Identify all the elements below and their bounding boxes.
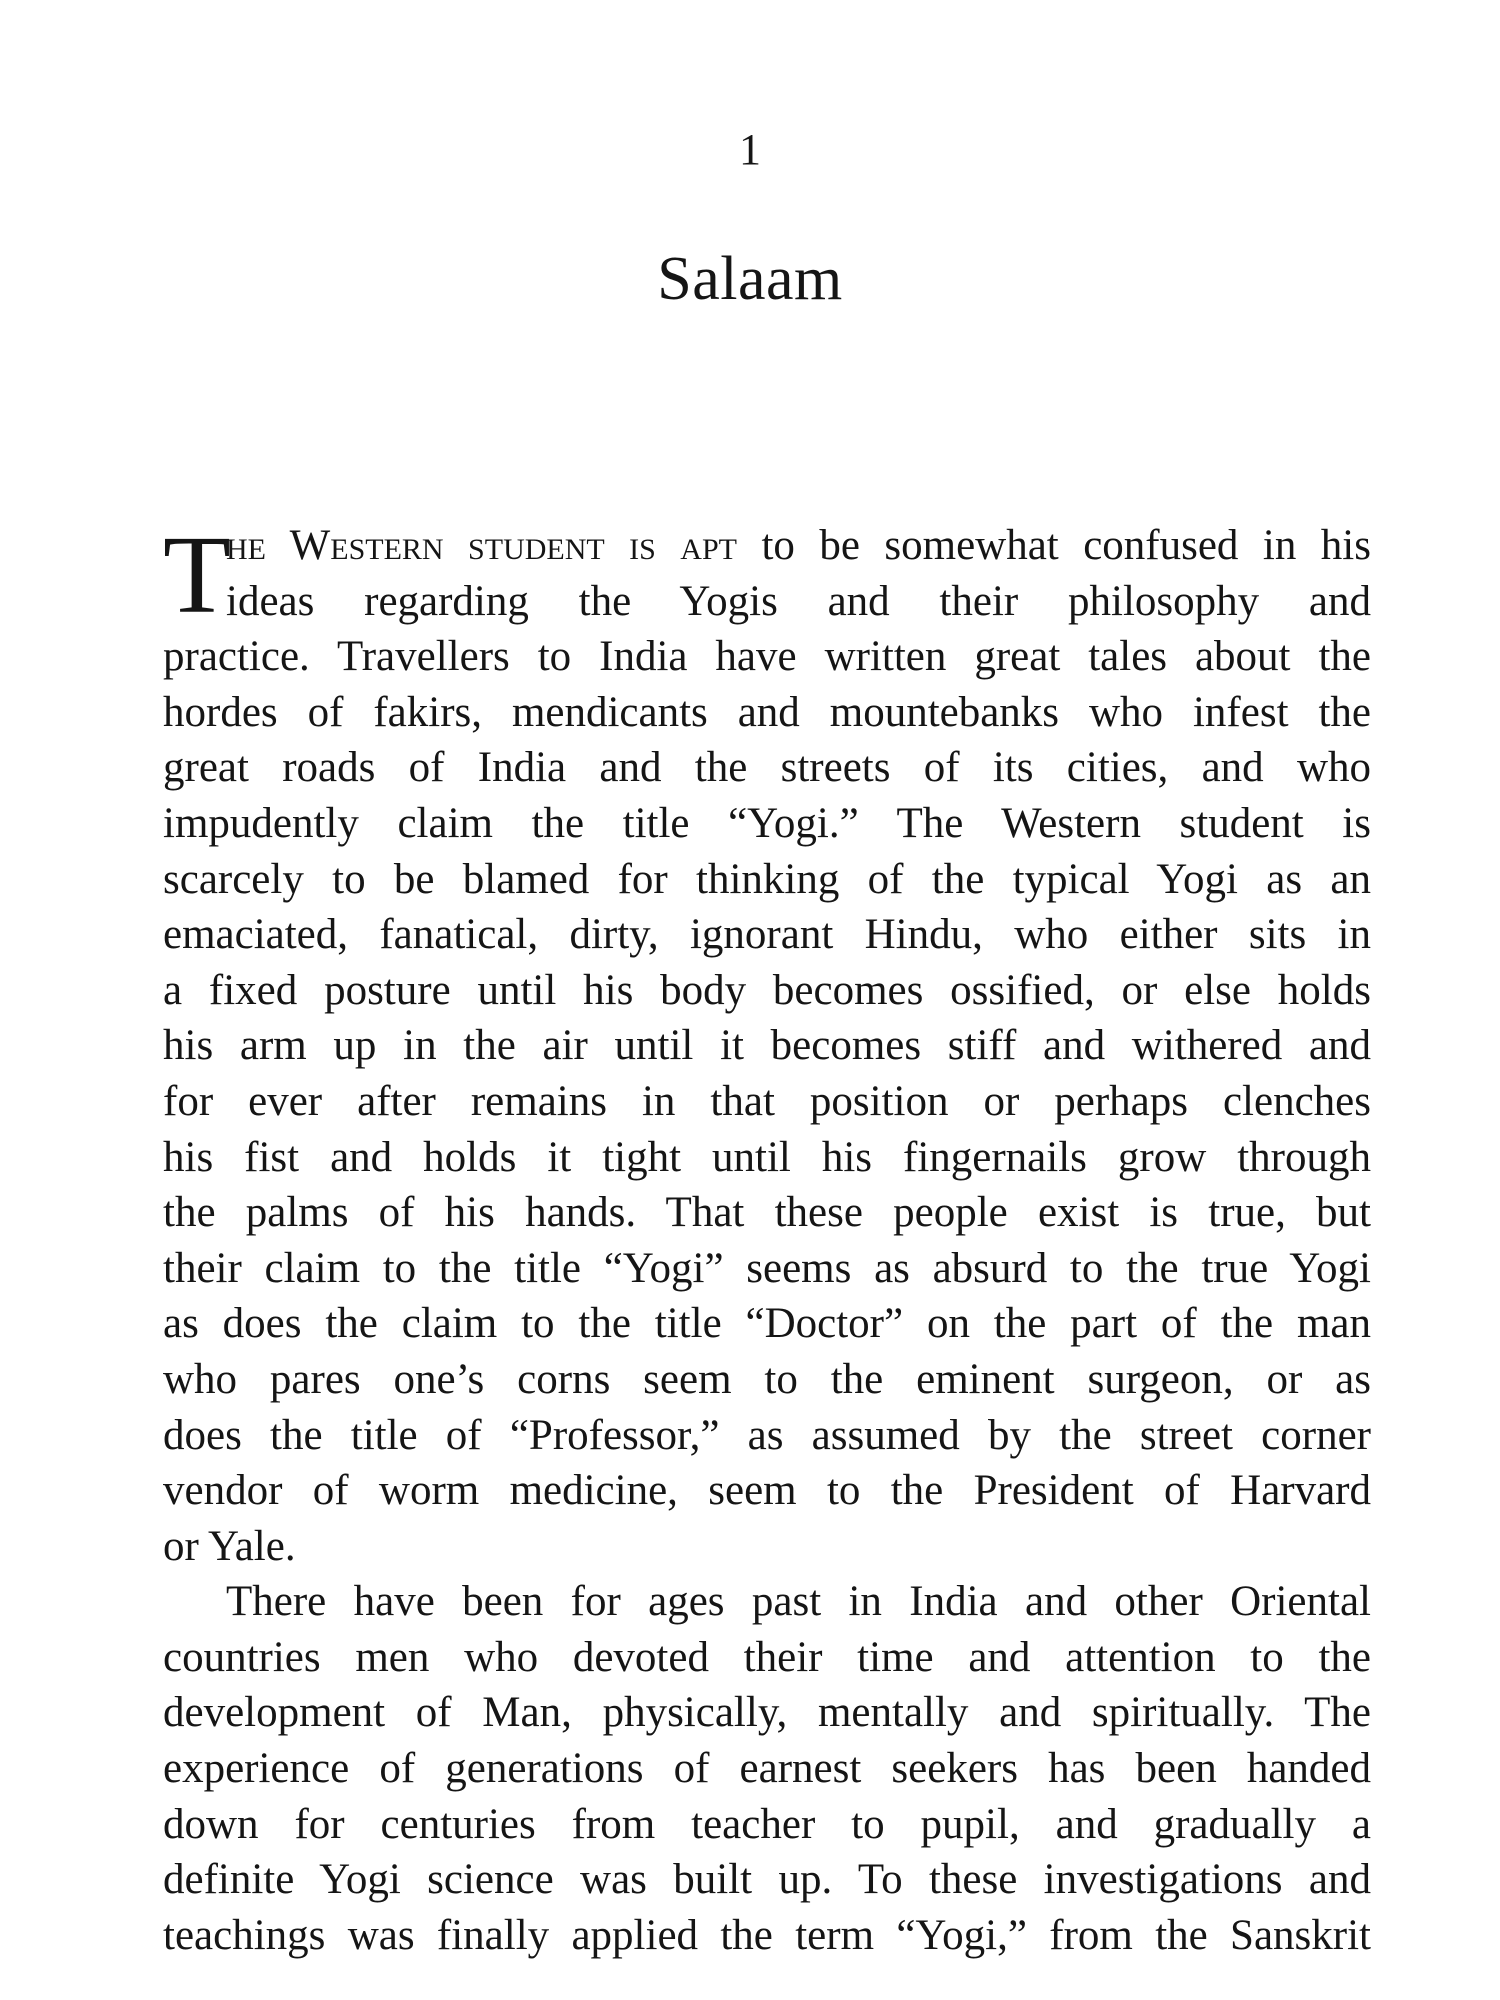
text-line: practice. Travellers to India have written great tales about the <box>163 633 1371 681</box>
text-line: There have been for ages past in India and other Oriental <box>226 1578 1371 1626</box>
text-line: for ever after remains in that position or perhaps clenches <box>163 1077 1371 1125</box>
text-line: ideas regarding the Yogis and their philosophy and <box>226 577 1371 625</box>
text-line: emaciated, fanatical, dirty, ignorant Hindu, who either sits in <box>163 911 1371 959</box>
text-line: his arm up in the air until it becomes stiff and withered and <box>163 1022 1371 1070</box>
text-line: who pares one’s corns seem to the eminent surgeon, or as <box>163 1355 1371 1403</box>
text-line: scarcely to be blamed for thinking of the typical Yogi as an <box>163 855 1371 903</box>
text-line: down for centuries from teacher to pupil, and gradually a <box>163 1800 1371 1848</box>
paragraph-1 <box>163 514 1371 1574</box>
chapter-number: 1 <box>739 125 761 174</box>
text-line: definite Yogi science was built up. To these investigations and <box>163 1856 1371 1904</box>
text-line: or Yale. <box>163 1522 296 1570</box>
text-line: teachings was finally applied the term “Yogi,” from the Sanskrit <box>163 1911 1371 1959</box>
text-line: a fixed posture until his body becomes ossified, or else holds <box>163 966 1371 1014</box>
text-line: vendor of worm medicine, seem to the President of Harvard <box>163 1467 1371 1515</box>
text-line: experience of generations of earnest seekers has been handed <box>163 1745 1371 1793</box>
text-line: countries men who devoted their time and attention to the <box>163 1633 1371 1681</box>
text-line: great roads of India and the streets of its cities, and who <box>163 744 1371 792</box>
text-line: does the title of “Professor,” as assumed by the street corner <box>163 1411 1371 1459</box>
text-line: the palms of his hands. That these people exist is true, but <box>163 1189 1371 1237</box>
lead-in: he Western student is apt <box>226 522 737 569</box>
text-line <box>163 518 1371 574</box>
text-line: development of Man, physically, mentally and spiritually. The <box>163 1689 1371 1737</box>
text-line: hordes of fakirs, mendicants and mountebanks who infest the <box>163 688 1371 736</box>
text-line: impudently claim the title “Yogi.” The Western student is <box>163 799 1371 847</box>
text-line: their claim to the title “Yogi” seems as absurd to the true Yogi <box>163 1244 1371 1292</box>
chapter-body <box>163 514 1371 1963</box>
text-line: his fist and holds it tight until his fingernails grow through <box>163 1133 1371 1181</box>
text-line: as does the claim to the title “Doctor” on the part of the man <box>163 1300 1371 1348</box>
chapter-title: Salaam <box>657 245 843 313</box>
drop-cap: T <box>163 514 231 637</box>
line-text: to be somewhat confused in his <box>736 522 1371 569</box>
paragraph-2 <box>163 1574 1371 1963</box>
